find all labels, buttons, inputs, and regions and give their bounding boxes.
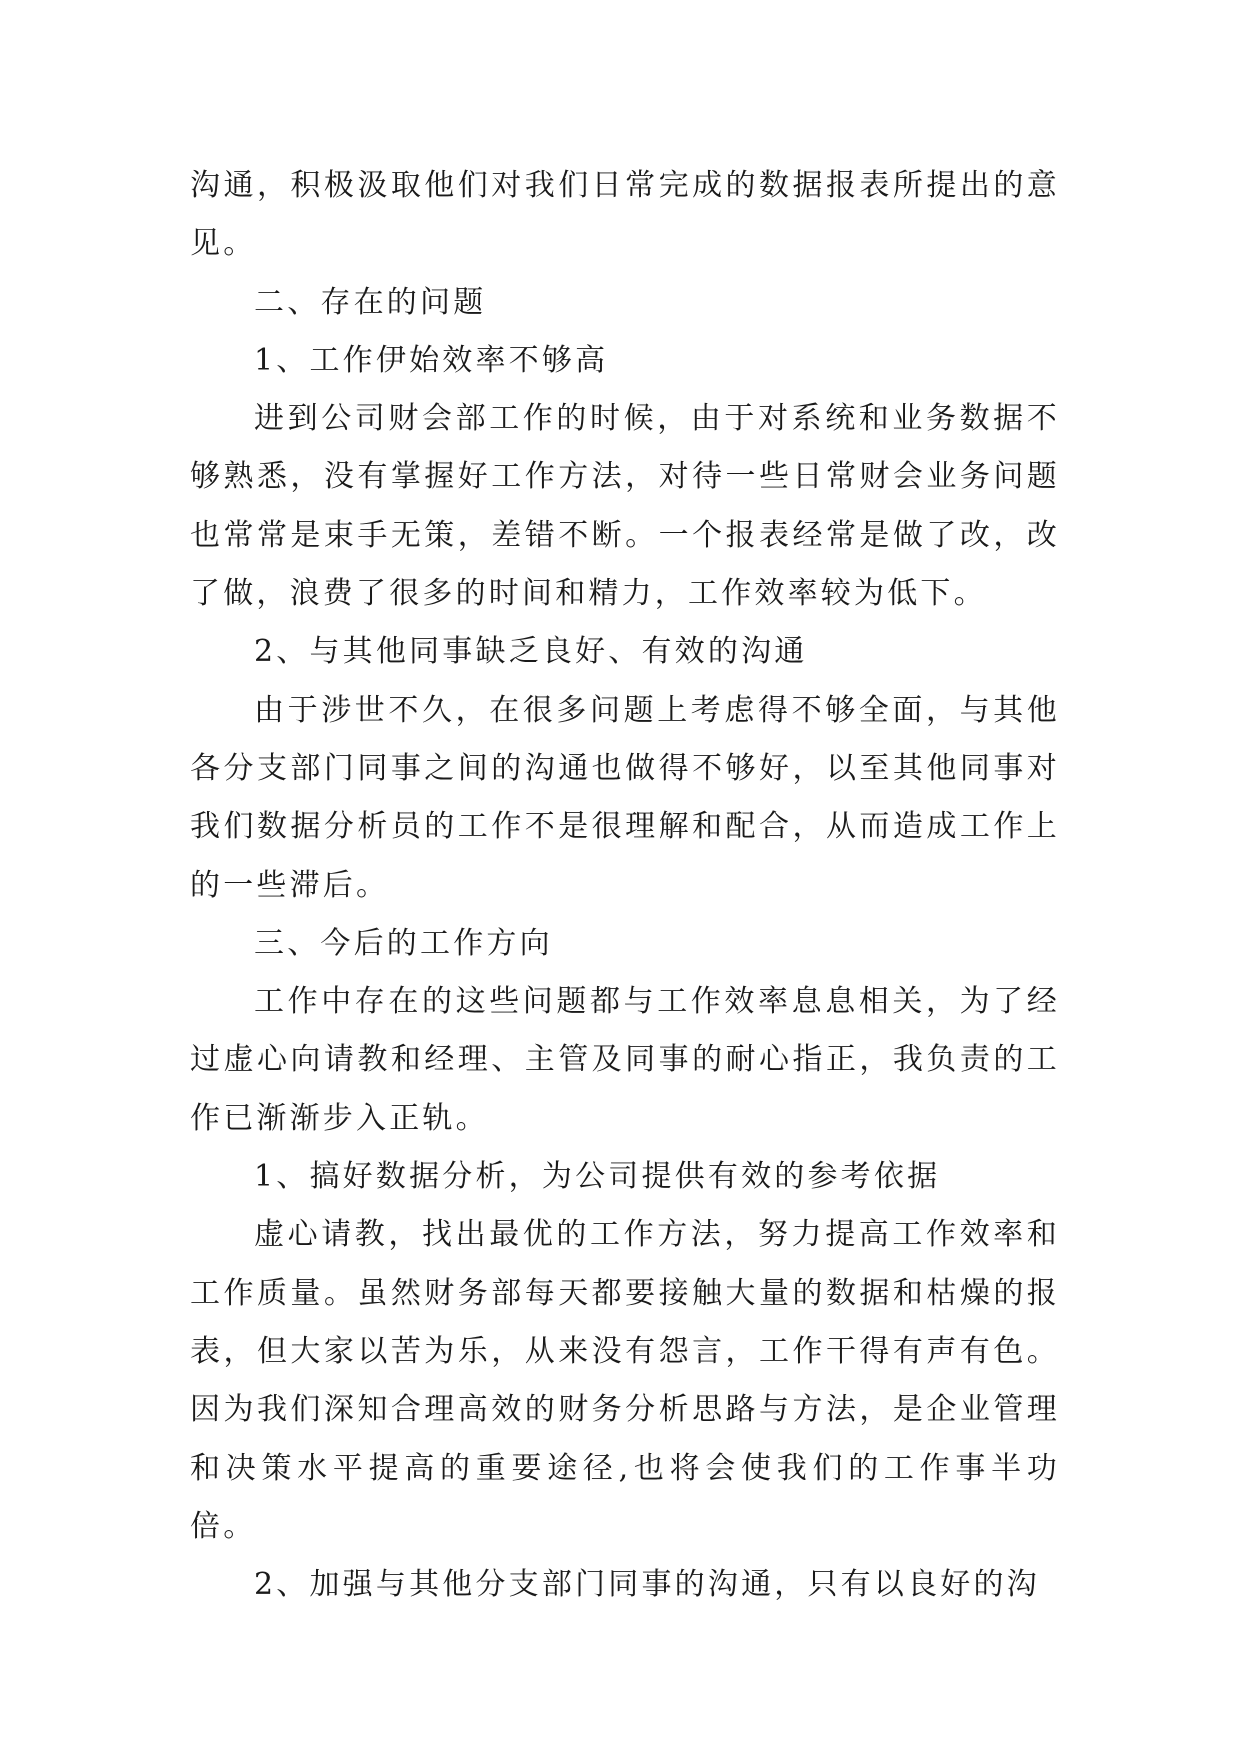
subheading-data-analysis: 1、搞好数据分析，为公司提供有效的参考依据 [254, 1159, 941, 1195]
paragraph-data-analysis: 虚心请教，找出最优的工作方法，努力提高工作效率和工作质量。虽然财务部每天都要接触大量的数据和枯燥的报表，但大家以苦为乐，从来没有怨言，工作干得有声有色。因为我们深知合理高效的财务分析思路与方法，是企业管理和决策水平提高的重要途径,也将会使我们的工作事半功倍。 [190, 1217, 1060, 1544]
paragraph-future: 工作中存在的这些问题都与工作效率息息相关，为了经过虚心向请教和经理、主管及同事的耐心指正，我负责的工作已渐渐步入正轨。 [190, 984, 1060, 1136]
subheading-efficiency: 1、工作伊始效率不够高 [254, 342, 609, 378]
paragraph-continuation: 沟通，积极汲取他们对我们日常完成的数据报表所提出的意见。 [190, 168, 1060, 262]
section-heading-problems: 二、存在的问题 [254, 284, 487, 320]
paragraph-strengthen-communication: 2、加强与其他分支部门同事的沟通，只有以良好的沟 [254, 1567, 1040, 1603]
subheading-communication: 2、与其他同事缺乏良好、有效的沟通 [254, 634, 808, 670]
paragraph-efficiency: 进到公司财会部工作的时候，由于对系统和业务数据不够熟悉，没有掌握好工作方法，对待一些日常财会业务问题也常常是束手无策，差错不断。一个报表经常是做了改，改了做，浪费了很多的时间和精力，工作效率较为低下。 [190, 401, 1060, 612]
section-heading-future: 三、今后的工作方向 [254, 925, 553, 961]
document-body [190, 157, 1060, 1614]
paragraph-communication: 由于涉世不久，在很多问题上考虑得不够全面，与其他各分支部门同事之间的沟通也做得不够好，以至其他同事对我们数据分析员的工作不是很理解和配合，从而造成工作上的一些滞后。 [190, 692, 1060, 903]
